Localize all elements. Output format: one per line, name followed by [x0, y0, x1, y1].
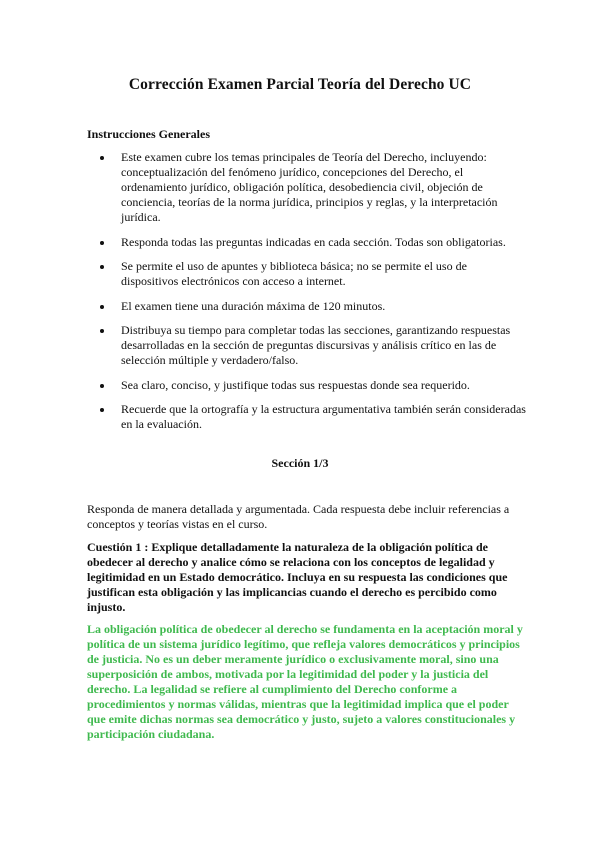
list-item: [87, 259, 527, 289]
question-1: Cuestión 1 : Explique detalladamente la naturaleza de la obligación política de obedecer al derecho y analice cómo se relaciona con los conceptos de legalidad y legitimidad en un Estado democrático. Incluya en su respuesta las condiciones que justifican esta obligación y las implicancias cuando el derecho es percibido como injusto.: [87, 540, 508, 614]
instruction-text: El examen tiene una duración máxima de 120 minutos.: [121, 298, 386, 313]
list-item: [87, 323, 527, 368]
list-item: [87, 150, 527, 225]
instruction-text: Responda todas las preguntas indicadas en cada sección. Todas son obligatorias.: [121, 234, 506, 249]
list-item: [87, 235, 527, 250]
instructions-list: [87, 150, 527, 442]
bullet-icon: [100, 265, 104, 269]
instruction-text: Distribuya su tiempo para completar todas las secciones, garantizando respuestas desarrolladas en la sección de preguntas discursivas y análisis crítico en las de selección múltiple y verdadero/falso.: [121, 323, 511, 367]
instruction-text: Sea claro, conciso, y justifique todas sus respuestas donde sea requerido.: [121, 377, 470, 392]
answer-1: La obligación política de obedecer al derecho se fundamenta en la aceptación moral y política de un sistema jurídico legítimo, que refleja valores democráticos y principios de justicia. No es un deber meramente jurídico o exclusivamente moral, sino una superposición de ambos, motivada por la legitimidad del poder y la justicia del derecho. La legalidad se refiere al cumplimiento del Derecho conforme a procedimientos y normas válidas, mientras que la legitimidad implica que el poder que emite dichas normas sea democrático y justo, sujeto a valores constitucionales y participación ciudadana.: [87, 622, 523, 741]
instructions-heading: Instrucciones Generales: [87, 127, 210, 141]
instruction-text: Se permite el uso de apuntes y biblioteca básica; no se permite el uso de dispositivos electrónicos con acceso a internet.: [121, 259, 467, 288]
bullet-icon: [100, 329, 104, 333]
bullet-icon: [100, 156, 104, 160]
section-title: Sección 1/3: [271, 456, 329, 470]
list-item: [87, 299, 527, 314]
bullet-icon: [100, 305, 104, 309]
instruction-text: Recuerde que la ortografía y la estructura argumentativa también serán consideradas en la evaluación.: [121, 402, 526, 431]
instruction-text: Este examen cubre los temas principales de Teoría del Derecho, incluyendo: conceptualización del fenómeno jurídico, concepciones del Derecho, el ordenamiento jurídico, obligación política, desobediencia civil, objeción de conciencia, teorías de la norma jurídica, principios y reglas, y la interpretación jurídica.: [121, 150, 498, 224]
bullet-icon: [100, 384, 104, 388]
bullet-icon: [100, 241, 104, 245]
bullet-icon: [100, 408, 104, 412]
section-intro: Responda de manera detallada y argumentada. Cada respuesta debe incluir referencias a conceptos y teorías vistas en el curso.: [87, 502, 510, 531]
list-item: [87, 402, 527, 432]
document-title: Corrección Examen Parcial Teoría del Derecho UC: [128, 76, 472, 93]
list-item: [87, 378, 527, 393]
